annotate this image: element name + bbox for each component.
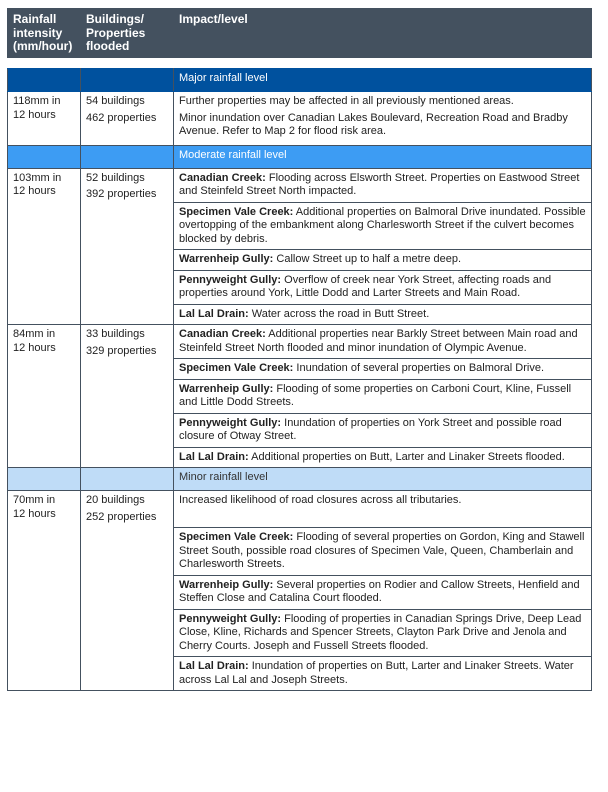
rainfall-intensity-cell: [8, 491, 81, 691]
impact-text: Overflow of creek near York Street, affecting roads and properties around York, Little Dodd and Larter Streets and Main Road.: [179, 273, 552, 299]
tributary-name: Warrenheip Gully:: [179, 382, 274, 395]
properties-count: 392 properties: [86, 188, 157, 200]
header-text: flooded: [86, 39, 130, 53]
level-band-minor: [8, 468, 592, 491]
impact-text: Minor inundation over Canadian Lakes Boulevard, Recreation Road and Bradby Avenue. Refer to Map 2 for flood risk area.: [179, 111, 568, 137]
header-buildings-flooded: [80, 8, 173, 58]
buildings-count: 52 buildings: [86, 171, 145, 184]
buildings-flooded-cell: [81, 92, 174, 146]
table-header: [7, 8, 592, 58]
tributary-name: Specimen Vale Creek:: [179, 362, 294, 374]
tributary-name: Lal Lal Drain:: [179, 307, 249, 320]
intensity-text: 70mm in: [13, 494, 56, 506]
header-text: (mm/hour): [13, 39, 73, 53]
intensity-text: 118mm in: [13, 95, 61, 107]
table-row: [8, 325, 592, 359]
impact-cell: [174, 447, 592, 468]
impact-cell: [174, 609, 592, 657]
tributary-name: Warrenheip Gully:: [179, 578, 274, 591]
intensity-text: 84mm in: [13, 328, 56, 340]
tributary-name: Specimen Vale Creek:: [179, 531, 294, 543]
tributary-name: Warrenheip Gully:: [179, 253, 274, 265]
tributary-name: Lal Lal Drain:: [179, 450, 249, 463]
buildings-flooded-cell: [81, 491, 174, 691]
header-text: Buildings/: [86, 12, 144, 26]
tributary-name: Pennyweight Gully:: [179, 416, 282, 429]
intensity-text: 12 hours: [13, 507, 56, 520]
impact-cell: [174, 528, 592, 576]
flood-impact-table: [7, 8, 592, 691]
impact-cell: [174, 250, 592, 271]
properties-count: 462 properties: [86, 111, 157, 124]
intensity-text: 12 hours: [13, 341, 56, 354]
tributary-name: Canadian Creek:: [179, 171, 266, 184]
impact-text: Additional properties near Barkly Street between Main road and Steinfeld Street North flooded and minor inundation of Olympic Avenue.: [179, 328, 578, 354]
band-empty: [8, 69, 81, 92]
rainfall-intensity-cell: [8, 325, 81, 468]
band-empty: [8, 468, 81, 491]
impact-cell: [174, 575, 592, 609]
tributary-name: Pennyweight Gully:: [179, 273, 282, 286]
impact-text: Additional properties on Butt, Larter and Linaker Streets flooded.: [248, 450, 565, 463]
impact-cell: [174, 270, 592, 304]
impact-text: Increased likelihood of road closures across all tributaries.: [179, 494, 462, 506]
band-empty: [81, 145, 174, 168]
impact-cell: [174, 92, 592, 146]
level-label: Moderate rainfall level: [174, 145, 592, 168]
impact-cell: [174, 359, 592, 380]
header-rainfall-intensity: [7, 8, 80, 58]
level-band-moderate: [8, 145, 592, 168]
impact-text: Several properties on Rodier and Callow Streets, Henfield and Steffen Close and Catalina Court flooded.: [179, 578, 580, 604]
tributary-name: Lal Lal Drain:: [179, 660, 249, 672]
impact-cell: [174, 379, 592, 413]
tributary-name: Canadian Creek:: [179, 328, 266, 340]
intensity-text: 12 hours: [13, 185, 56, 197]
impact-text: Inundation of properties on Butt, Larter and Linaker Streets. Water across Lal Lal and Joseph Streets.: [179, 660, 574, 686]
impact-text: Inundation of properties on York Street and possible road closure of Otway Street.: [179, 416, 562, 442]
impact-text: Flooding of properties in Canadian Springs Drive, Deep Lead Close, Kline, Richards and Spencer Streets, Clayton Park Drive and Jenola and Cherry Courts. Joseph and Fussell Streets flooded.: [179, 612, 582, 652]
properties-count: 252 properties: [86, 510, 157, 523]
band-empty: [8, 145, 81, 168]
level-label: Minor rainfall level: [174, 468, 592, 491]
level-band-major: [8, 69, 592, 92]
impact-text: Inundation of several properties on Balmoral Drive.: [293, 362, 545, 374]
impact-cell: [174, 168, 592, 202]
tributary-name: Pennyweight Gully:: [179, 612, 282, 625]
buildings-count: 33 buildings: [86, 328, 145, 340]
buildings-flooded-cell: [81, 325, 174, 468]
impact-cell: [174, 325, 592, 359]
header-impact-level: Impact/level: [179, 12, 248, 26]
table-row: [8, 168, 592, 202]
impact-cell: [174, 413, 592, 447]
impact-text: Callow Street up to half a metre deep.: [273, 253, 462, 265]
impact-text: Flooding across Elsworth Street. Properties on Eastwood Street and Steinfeld Street North impacted.: [179, 171, 580, 197]
header-text: intensity: [13, 25, 63, 40]
impact-text: Additional properties on Balmoral Drive inundated. Possible overtopping of the embankment along Charlesworth Street if the culvert becomes blocked by debris.: [179, 205, 586, 245]
table-row: [8, 92, 592, 146]
impact-cell: [174, 304, 592, 325]
header-text: Properties: [86, 25, 146, 40]
band-empty: [81, 69, 174, 92]
impact-text: Flooding of several properties on Gordon, King and Stawell Street South, possible road closures of Specimen Vale, Queen, Chamberlain and Charlesworth Streets.: [179, 531, 585, 570]
intensity-text: 12 hours: [13, 108, 56, 121]
intensity-text: 103mm in: [13, 171, 62, 184]
impact-cell: [174, 657, 592, 691]
impact-text: Flooding of some properties on Carboni Court, Kline, Fussell and Little Dodd Streets.: [179, 382, 572, 408]
impact-table-body: [7, 68, 592, 691]
impact-text: Water across the road in Butt Street.: [248, 307, 430, 320]
buildings-count: 20 buildings: [86, 494, 145, 506]
impact-text: Further properties may be affected in all previously mentioned areas.: [179, 95, 514, 107]
tributary-name: Specimen Vale Creek:: [179, 205, 294, 218]
table-row: [8, 491, 592, 528]
buildings-flooded-cell: [81, 168, 174, 325]
properties-count: 329 properties: [86, 344, 157, 357]
header-text: Rainfall: [13, 12, 57, 26]
impact-cell: [174, 202, 592, 250]
band-empty: [81, 468, 174, 491]
level-label: Major rainfall level: [174, 69, 592, 92]
rainfall-intensity-cell: [8, 92, 81, 146]
buildings-count: 54 buildings: [86, 95, 145, 107]
rainfall-intensity-cell: [8, 168, 81, 325]
impact-cell: [174, 491, 592, 528]
